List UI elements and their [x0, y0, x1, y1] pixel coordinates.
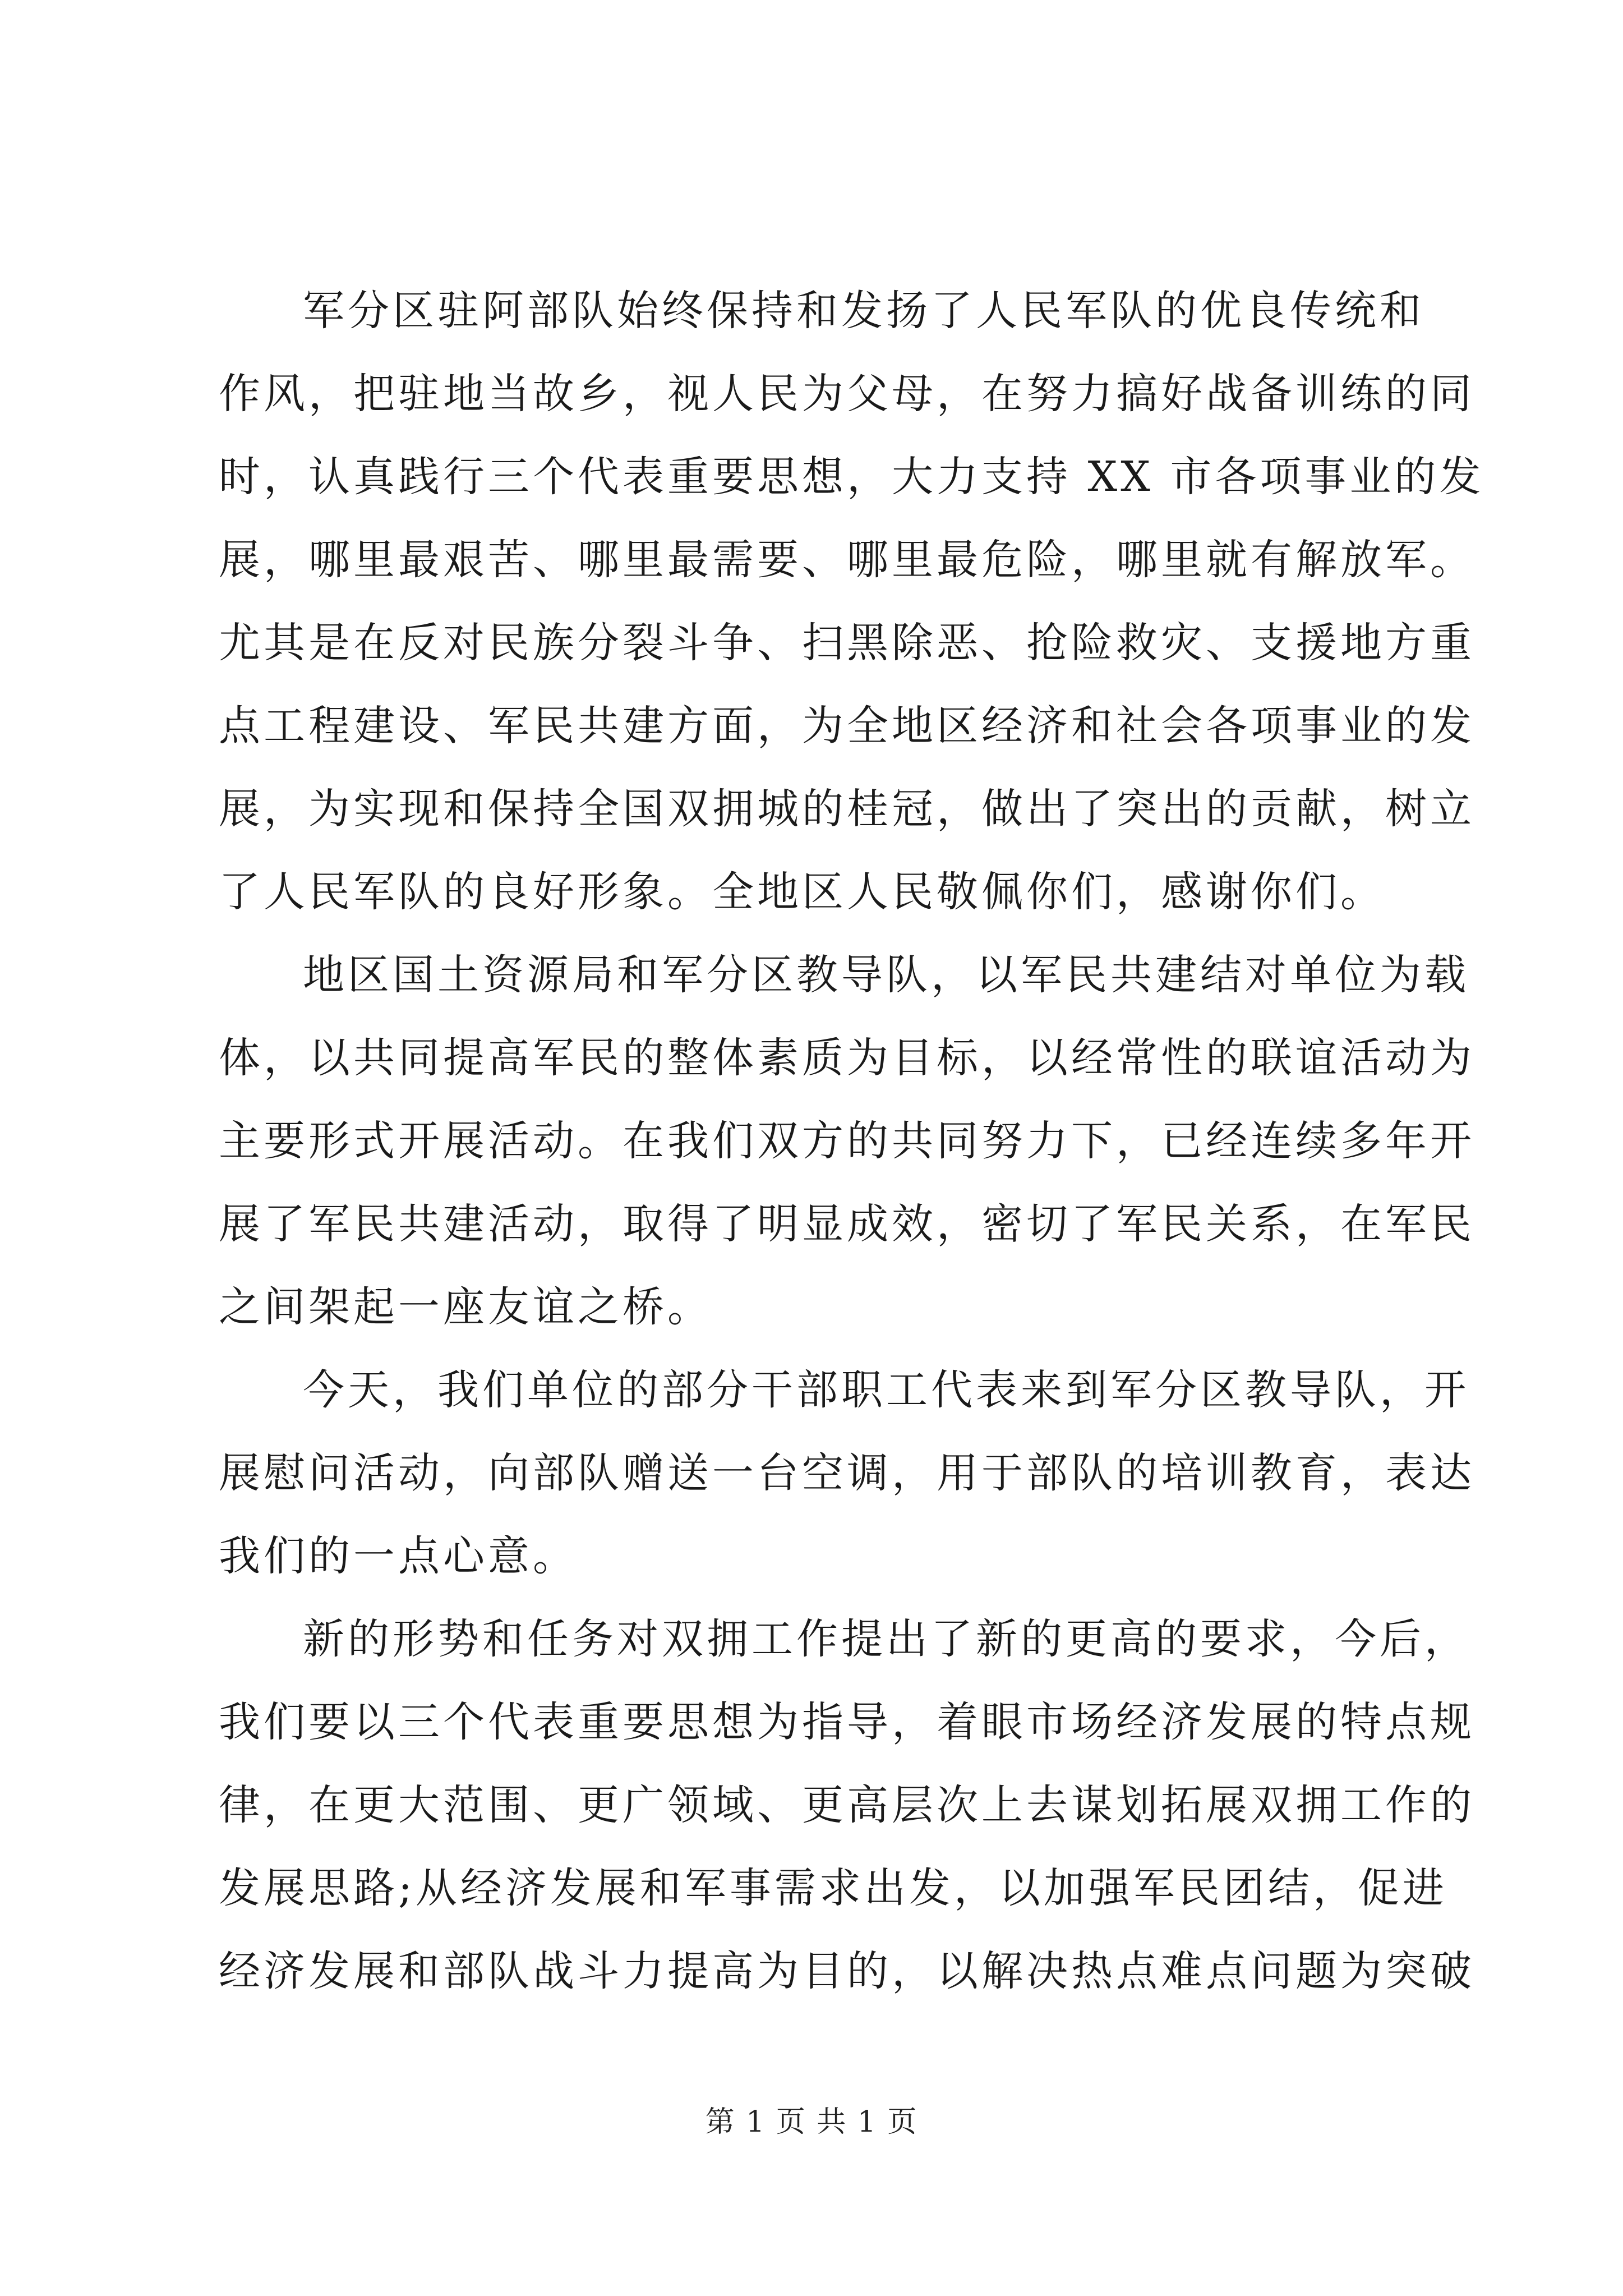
paragraph-line: 我们要以三个代表重要思想为指导，着眼市场经济发展的特点规 [219, 1698, 1475, 1746]
paragraph [219, 269, 1484, 933]
paragraph [219, 1598, 1475, 2013]
paragraph-line: 主要形式开展活动。在我们双方的共同努力下，已经连续多年开 [219, 1117, 1475, 1165]
paragraph-line: 时，认真践行三个代表重要思想，大力支持 XX 市各项事业的发 [219, 453, 1484, 501]
paragraph-line: 之间架起一座友谊之桥。 [219, 1283, 712, 1331]
paragraph-line: 地区国土资源局和军分区教导队，以军民共建结对单位为载 [303, 951, 1469, 999]
paragraph-line: 展了军民共建活动，取得了明显成效，密切了军民关系，在军民 [219, 1200, 1475, 1248]
paragraph-line: 作风，把驻地当故乡，视人民为父母，在努力搞好战备训练的同 [219, 370, 1475, 418]
paragraph-line: 我们的一点心意。 [219, 1532, 578, 1580]
paragraph-line: 发展思路;从经济发展和军事需求出发，以加强军民团结，促进 [219, 1864, 1447, 1912]
paragraph-line: 展慰问活动，向部队赠送一台空调，用于部队的培训教育，表达 [219, 1449, 1475, 1497]
document-body [219, 269, 1484, 2013]
paragraph-line: 点工程建设、军民共建方面，为全地区经济和社会各项事业的发 [219, 702, 1475, 750]
paragraph [219, 933, 1475, 1349]
paragraph-line: 了人民军队的良好形象。全地区人民敬佩你们，感谢你们。 [219, 868, 1385, 916]
paragraph-line: 军分区驻阿部队始终保持和发扬了人民军队的优良传统和 [303, 287, 1424, 335]
paragraph [219, 1349, 1475, 1598]
paragraph-line: 律，在更大范围、更广领域、更高层次上去谋划拓展双拥工作的 [219, 1781, 1475, 1829]
paragraph-line: 今天，我们单位的部分干部职工代表来到军分区教导队，开 [303, 1366, 1469, 1414]
paragraph-line: 展，哪里最艰苦、哪里最需要、哪里最危险，哪里就有解放军。 [219, 536, 1475, 584]
paragraph-line: 经济发展和部队战斗力提高为目的，以解决热点难点问题为突破 [219, 1947, 1475, 1995]
paragraph-line: 尤其是在反对民族分裂斗争、扫黑除恶、抢险救灾、支援地方重 [219, 619, 1475, 667]
paragraph-line: 展，为实现和保持全国双拥城的桂冠，做出了突出的贡献，树立 [219, 785, 1475, 833]
page-footer: 第 1 页 共 1 页 [705, 2105, 918, 2139]
paragraph-line: 体，以共同提高军民的整体素质为目标，以经常性的联谊活动为 [219, 1034, 1475, 1082]
paragraph-line: 新的形势和任务对双拥工作提出了新的更高的要求，今后， [303, 1615, 1469, 1663]
